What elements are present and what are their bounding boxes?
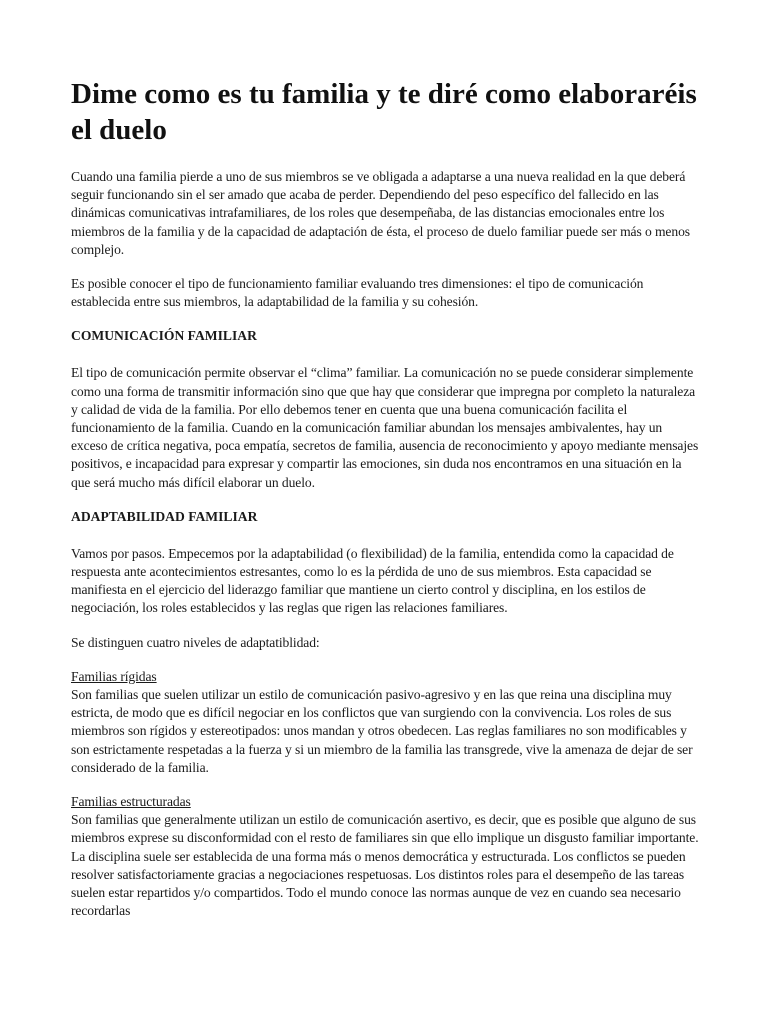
rigid-families-block <box>71 668 701 777</box>
communication-paragraph: El tipo de comunicación permite observar el “clima” familiar. La comunicación no se puede considerar simplemente como una forma de transmitir información sino que que hay que considerar que impregna por completo la naturaleza y calidad de vida de la familia. Por ello debemos tener en cuenta que una buena comunicación facilita el funcionamiento de la familia. Cuando en la comunicación familiar abundan los mensajes ambivalentes, hay un exceso de crítica negativa, poca empatía, secretos de familia, ausencia de reconocimiento y apoyo mediante mensajes positivos, e incapacidad para expresar y compartir las emociones, sin duda nos encontramos en una situación en la que será mucho más difícil elaborar un duelo. <box>71 365 699 490</box>
adaptability-paragraph: Vamos por pasos. Empecemos por la adaptabilidad (o flexibilidad) de la familia, entendida como la capacidad de respuesta ante acontecimientos estresantes, como lo es la pérdida de uno de sus miembros. Esta capacidad se manifiesta en el ejercicio del liderazgo familiar que mantiene un cierto control y disciplina, en los estilos de negociación, los roles establecidos y las reglas que rigen las relaciones familiares. <box>71 545 674 616</box>
rigid-families-text: Son familias que suelen utilizar un estilo de comunicación pasivo-agresivo y en las que reina una disciplina muy estricta, de modo que es difícil negociar en los conflictos que van surgiendo con la convivencia. Los roles de sus miembros son rígidos y estereotipados: unos mandan y otros obedecen. Las reglas familiares no son modificables y son estrictamente respetadas a la fuerza y si un miembro de la familia las transgrede, vive la amenaza de dejar de ser considerado de la familia. <box>71 687 693 775</box>
structured-families-block <box>71 793 701 920</box>
levels-intro: Se distinguen cuatro niveles de adaptatiblidad: <box>71 634 320 650</box>
dimensions-paragraph: Es posible conocer el tipo de funcionamiento familiar evaluando tres dimensiones: el tipo de comunicación establecida entre sus miembros, la adaptabilidad de la familia y su cohesión. <box>71 276 644 310</box>
article-body <box>71 76 701 937</box>
adaptability-heading: ADAPTABILIDAD FAMILIAR <box>71 508 258 524</box>
article-title: Dime como es tu familia y te diré como elaboraréis el duelo <box>71 78 697 146</box>
communication-heading: COMUNICACIÓN FAMILIAR <box>71 328 257 344</box>
intro-paragraph: Cuando una familia pierde a uno de sus miembros se ve obligada a adaptarse a una nueva realidad en la que deberá seguir funcionando sin el ser amado que acaba de perder. Dependiendo del peso específico del fallecido en las dinámicas comunicativas intrafamiliares, de los roles que desempeñaba, de las distancias emocionales entre los miembros de la familia y de la capacidad de adaptación de ésta, el proceso de duelo familiar puede ser más o menos complejo. <box>71 169 690 257</box>
structured-families-text: Son familias que generalmente utilizan un estilo de comunicación asertivo, es decir, que es posible que alguno de sus miembros exprese su disconformidad con el resto de familiares sin que ello implique un disgusto familiar importante. La disciplina suele ser establecida de una forma más o menos democrática y estructurada. Los conflictos se pueden resolver satisfactoriamente gracias a negociaciones respetuosas. Los distintos roles para el desempeño de las tareas suelen estar repartidos y/o compartidos. Todo el mundo conoce las normas aunque de vez en cuando sea necesario recordarlas <box>71 812 699 919</box>
structured-families-subheading: Familias estructuradas <box>71 794 191 810</box>
rigid-families-subheading: Familias rígidas <box>71 668 157 684</box>
